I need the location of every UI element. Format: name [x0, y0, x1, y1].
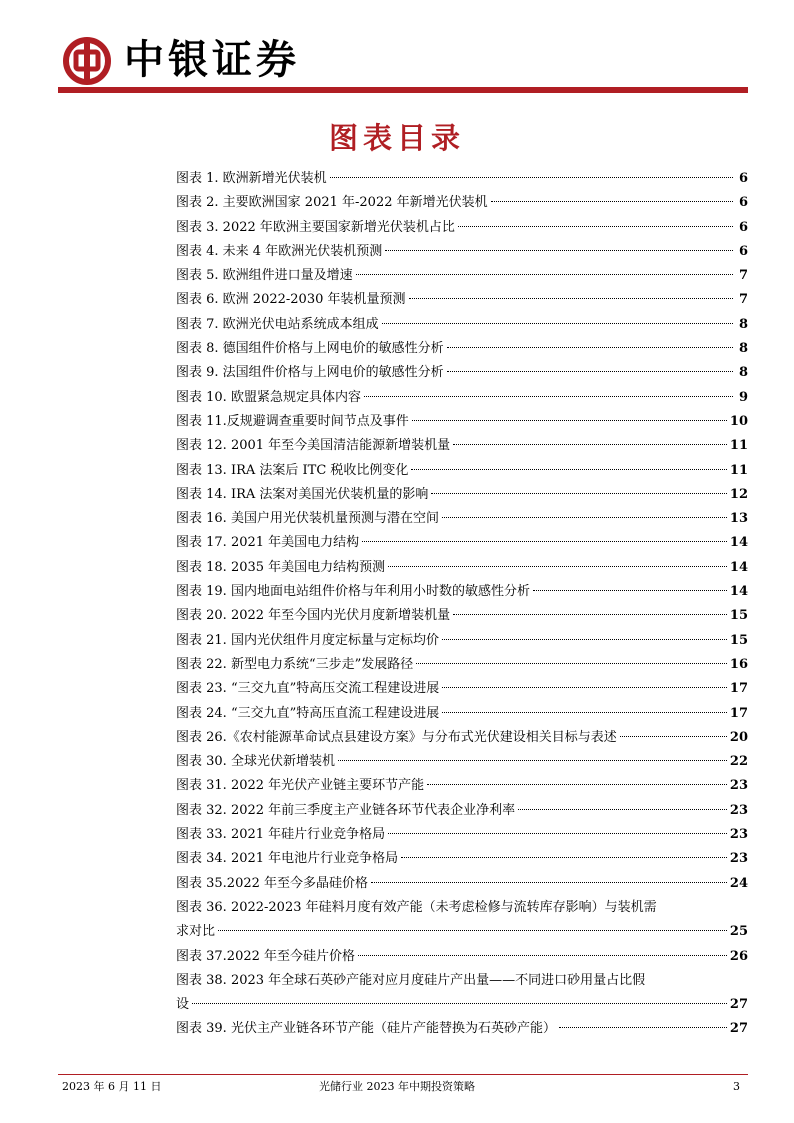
toc-entry-label-continued: 求对比 [176, 924, 216, 940]
dot-leader [364, 396, 733, 397]
toc-entry-page: 13 [729, 511, 748, 527]
toc-entry-page: 15 [729, 632, 748, 648]
toc-entry-page: 6 [738, 243, 748, 259]
dot-leader [447, 371, 733, 372]
toc-entry-label: 图表 34. 2021 年电池片行业竞争格局 [176, 851, 399, 867]
dot-leader [371, 882, 727, 883]
toc-entry[interactable] [176, 847, 748, 871]
toc-entry[interactable] [176, 580, 748, 604]
dot-leader [491, 201, 733, 202]
toc-entry-label: 图表 8. 德国组件价格与上网电价的敏感性分析 [176, 341, 444, 357]
toc-entry[interactable] [176, 410, 748, 434]
header-divider [58, 87, 748, 93]
toc-entry-label: 图表 7. 欧洲光伏电站系统成本组成 [176, 316, 379, 332]
dot-leader [409, 298, 734, 299]
footer-page-number: 3 [733, 1080, 740, 1093]
toc-entry[interactable] [176, 483, 748, 507]
toc-entry[interactable] [176, 216, 748, 240]
toc-entry-label: 图表 22. 新型电力系统“三步走”发展路径 [176, 656, 414, 672]
toc-entry[interactable] [176, 969, 748, 1018]
toc-entry-page: 14 [729, 584, 748, 600]
toc-entry-label: 图表 26.《农村能源革命试点县建设方案》与分布式光伏建设相关目标与表述 [176, 729, 617, 745]
bank-of-china-logo-icon [62, 36, 112, 86]
toc-entry[interactable] [176, 434, 748, 458]
toc-entry[interactable] [176, 872, 748, 896]
toc-entry[interactable] [176, 774, 748, 798]
toc-entry-label: 图表 5. 欧洲组件进口量及增速 [176, 268, 353, 284]
toc-entry-label: 图表 19. 国内地面电站组件价格与年利用小时数的敏感性分析 [176, 584, 530, 600]
toc-entry-label: 图表 3. 2022 年欧洲主要国家新增光伏装机占比 [176, 219, 455, 235]
toc-entry-label: 图表 18. 2035 年美国电力结构预测 [176, 559, 386, 575]
toc-entry[interactable] [176, 240, 748, 264]
toc-entry-page: 8 [738, 316, 748, 332]
toc-entry[interactable] [176, 507, 748, 531]
dot-leader [356, 274, 733, 275]
toc-entry-continuation [176, 920, 748, 944]
toc-entry-page: 27 [729, 997, 748, 1013]
dot-leader [559, 1027, 727, 1028]
toc-entry-label: 图表 20. 2022 年至今国内光伏月度新增装机量 [176, 608, 451, 624]
toc-entry-label: 图表 16. 美国户用光伏装机量预测与潜在空间 [176, 511, 439, 527]
toc-entry-page: 25 [729, 924, 748, 940]
toc-entry[interactable] [176, 750, 748, 774]
toc-entry-page: 15 [729, 608, 748, 624]
toc-entry-label: 图表 1. 欧洲新增光伏装机 [176, 171, 327, 186]
toc-entry-page: 10 [729, 413, 748, 429]
dot-leader [401, 857, 727, 858]
toc-entry-label: 图表 32. 2022 年前三季度主产业链各环节代表企业净利率 [176, 802, 516, 818]
toc-entry-label: 图表 13. IRA 法案后 ITC 税收比例变化 [176, 462, 409, 478]
toc-entry-label: 图表 9. 法国组件价格与上网电价的敏感性分析 [176, 365, 444, 381]
footer-report-title: 光储行业 2023 年中期投资策略 [319, 1080, 475, 1093]
toc-entry[interactable] [176, 459, 748, 483]
toc-entry[interactable] [176, 896, 748, 945]
toc-entry-page: 26 [729, 948, 748, 964]
toc-entry-page: 9 [738, 389, 748, 405]
toc-entry-label: 图表 33. 2021 年硅片行业竞争格局 [176, 827, 386, 843]
toc-entry-label: 图表 2. 主要欧洲国家 2021 年-2022 年新增光伏装机 [176, 195, 488, 211]
toc-entry-label: 图表 4. 未来 4 年欧洲光伏装机预测 [176, 243, 383, 259]
toc-entry-page: 23 [729, 802, 748, 818]
dot-leader [416, 663, 727, 664]
toc-entry[interactable] [176, 167, 748, 191]
dot-leader [518, 809, 727, 810]
dot-leader [447, 347, 733, 348]
dot-leader [385, 250, 733, 251]
dot-leader [453, 444, 727, 445]
toc-entry-label: 图表 36. 2022-2023 年硅料月度有效产能（未考虑检修与流转库存影响）与装机需 [176, 899, 657, 915]
toc-entry[interactable] [176, 1017, 748, 1041]
toc-entry-page: 14 [729, 535, 748, 551]
toc-entry[interactable] [176, 531, 748, 555]
toc-entry[interactable] [176, 945, 748, 969]
toc-entry-label: 图表 23. “三交九直”特高压交流工程建设进展 [176, 681, 440, 697]
dot-leader [192, 1003, 727, 1004]
dot-leader [442, 639, 727, 640]
toc-entry-page: 11 [729, 438, 748, 454]
toc-entry[interactable] [176, 313, 748, 337]
toc-entry-page: 6 [738, 219, 748, 235]
dot-leader [442, 687, 727, 688]
toc-entry-label: 图表 14. IRA 法案对美国光伏装机量的影响 [176, 486, 429, 502]
toc-entry-page: 27 [729, 1021, 748, 1037]
toc-entry-page: 8 [738, 365, 748, 381]
footer-date: 2023 年 6 月 11 日 [62, 1080, 162, 1093]
dot-leader [412, 420, 727, 421]
toc-entry-page: 17 [729, 681, 748, 697]
toc-entry[interactable] [176, 726, 748, 750]
dot-leader [330, 177, 733, 178]
toc-entry-page: 14 [729, 559, 748, 575]
toc-entry-page: 7 [738, 292, 748, 308]
dot-leader [453, 614, 727, 615]
toc-entry-page: 22 [729, 754, 748, 770]
dot-leader [388, 566, 727, 567]
toc-entry[interactable] [176, 191, 748, 215]
toc-entry-label: 图表 39. 光伏主产业链各环节产能（硅片产能替换为石英砂产能） [176, 1021, 556, 1037]
page-header [0, 0, 794, 95]
toc-entry-label: 图表 17. 2021 年美国电力结构 [176, 535, 360, 551]
dot-leader [427, 784, 727, 785]
dot-leader [620, 736, 727, 737]
toc-entry[interactable] [176, 386, 748, 410]
dot-leader [382, 323, 733, 324]
dot-leader [442, 517, 727, 518]
brand-name: 中银证券 [124, 37, 300, 83]
toc-entry-label: 图表 10. 欧盟紧急规定具体内容 [176, 389, 361, 405]
toc-entry[interactable] [176, 702, 748, 726]
toc-entry-label: 图表 30. 全球光伏新增装机 [176, 754, 335, 770]
toc-entry-page: 16 [729, 656, 748, 672]
dot-leader [358, 955, 727, 956]
toc-entry-label: 图表 31. 2022 年光伏产业链主要环节产能 [176, 778, 425, 794]
toc-entry[interactable] [176, 361, 748, 385]
footer-divider [58, 1074, 748, 1075]
toc-entry-page: 6 [738, 195, 748, 211]
dot-leader [218, 930, 727, 931]
dot-leader [411, 469, 727, 470]
toc-entry[interactable] [176, 604, 748, 628]
toc-entry-page: 23 [729, 851, 748, 867]
dot-leader [338, 760, 727, 761]
toc-entry-page: 20 [729, 729, 748, 745]
toc-entry-label: 图表 6. 欧洲 2022-2030 年装机量预测 [176, 292, 406, 308]
dot-leader [442, 712, 727, 713]
toc-entry-page: 17 [729, 705, 748, 721]
toc-entry-label: 图表 24. “三交九直”特高压直流工程建设进展 [176, 705, 440, 721]
toc-entry-page: 11 [729, 462, 748, 478]
page-title: 图表目录 [328, 121, 465, 155]
toc-entry-continuation [176, 993, 748, 1017]
dot-leader [388, 833, 727, 834]
toc-entry-label-continued: 设 [176, 997, 190, 1013]
table-of-figures [176, 167, 748, 1042]
dot-leader [362, 541, 727, 542]
toc-entry-page: 12 [729, 486, 748, 502]
dot-leader [458, 226, 733, 227]
toc-entry-page: 6 [738, 171, 748, 186]
toc-entry-page: 23 [729, 778, 748, 794]
toc-entry[interactable] [176, 823, 748, 847]
dot-leader [431, 493, 727, 494]
toc-entry-page: 23 [729, 827, 748, 843]
toc-entry[interactable] [176, 677, 748, 701]
toc-entry[interactable] [176, 288, 748, 312]
toc-entry-label: 图表 11.反规避调查重要时间节点及事件 [176, 413, 409, 429]
toc-entry-label: 图表 21. 国内光伏组件月度定标量与定标均价 [176, 632, 439, 648]
toc-entry-label: 图表 38. 2023 年全球石英砂产能对应月度硅片产出量——不同进口砂用量占比假 [176, 972, 646, 988]
toc-entry-page: 8 [738, 341, 748, 357]
toc-entry-page: 24 [729, 875, 748, 891]
toc-entry[interactable] [176, 337, 748, 361]
toc-entry[interactable] [176, 799, 748, 823]
toc-entry[interactable] [176, 653, 748, 677]
toc-entry[interactable] [176, 629, 748, 653]
toc-entry-label: 图表 12. 2001 年至今美国清洁能源新增装机量 [176, 438, 451, 454]
toc-entry[interactable] [176, 264, 748, 288]
toc-entry-label: 图表 35.2022 年至今多晶硅价格 [176, 875, 369, 891]
toc-entry[interactable] [176, 556, 748, 580]
dot-leader [533, 590, 727, 591]
toc-entry-page: 7 [738, 268, 748, 284]
toc-entry-label: 图表 37.2022 年至今硅片价格 [176, 948, 356, 964]
